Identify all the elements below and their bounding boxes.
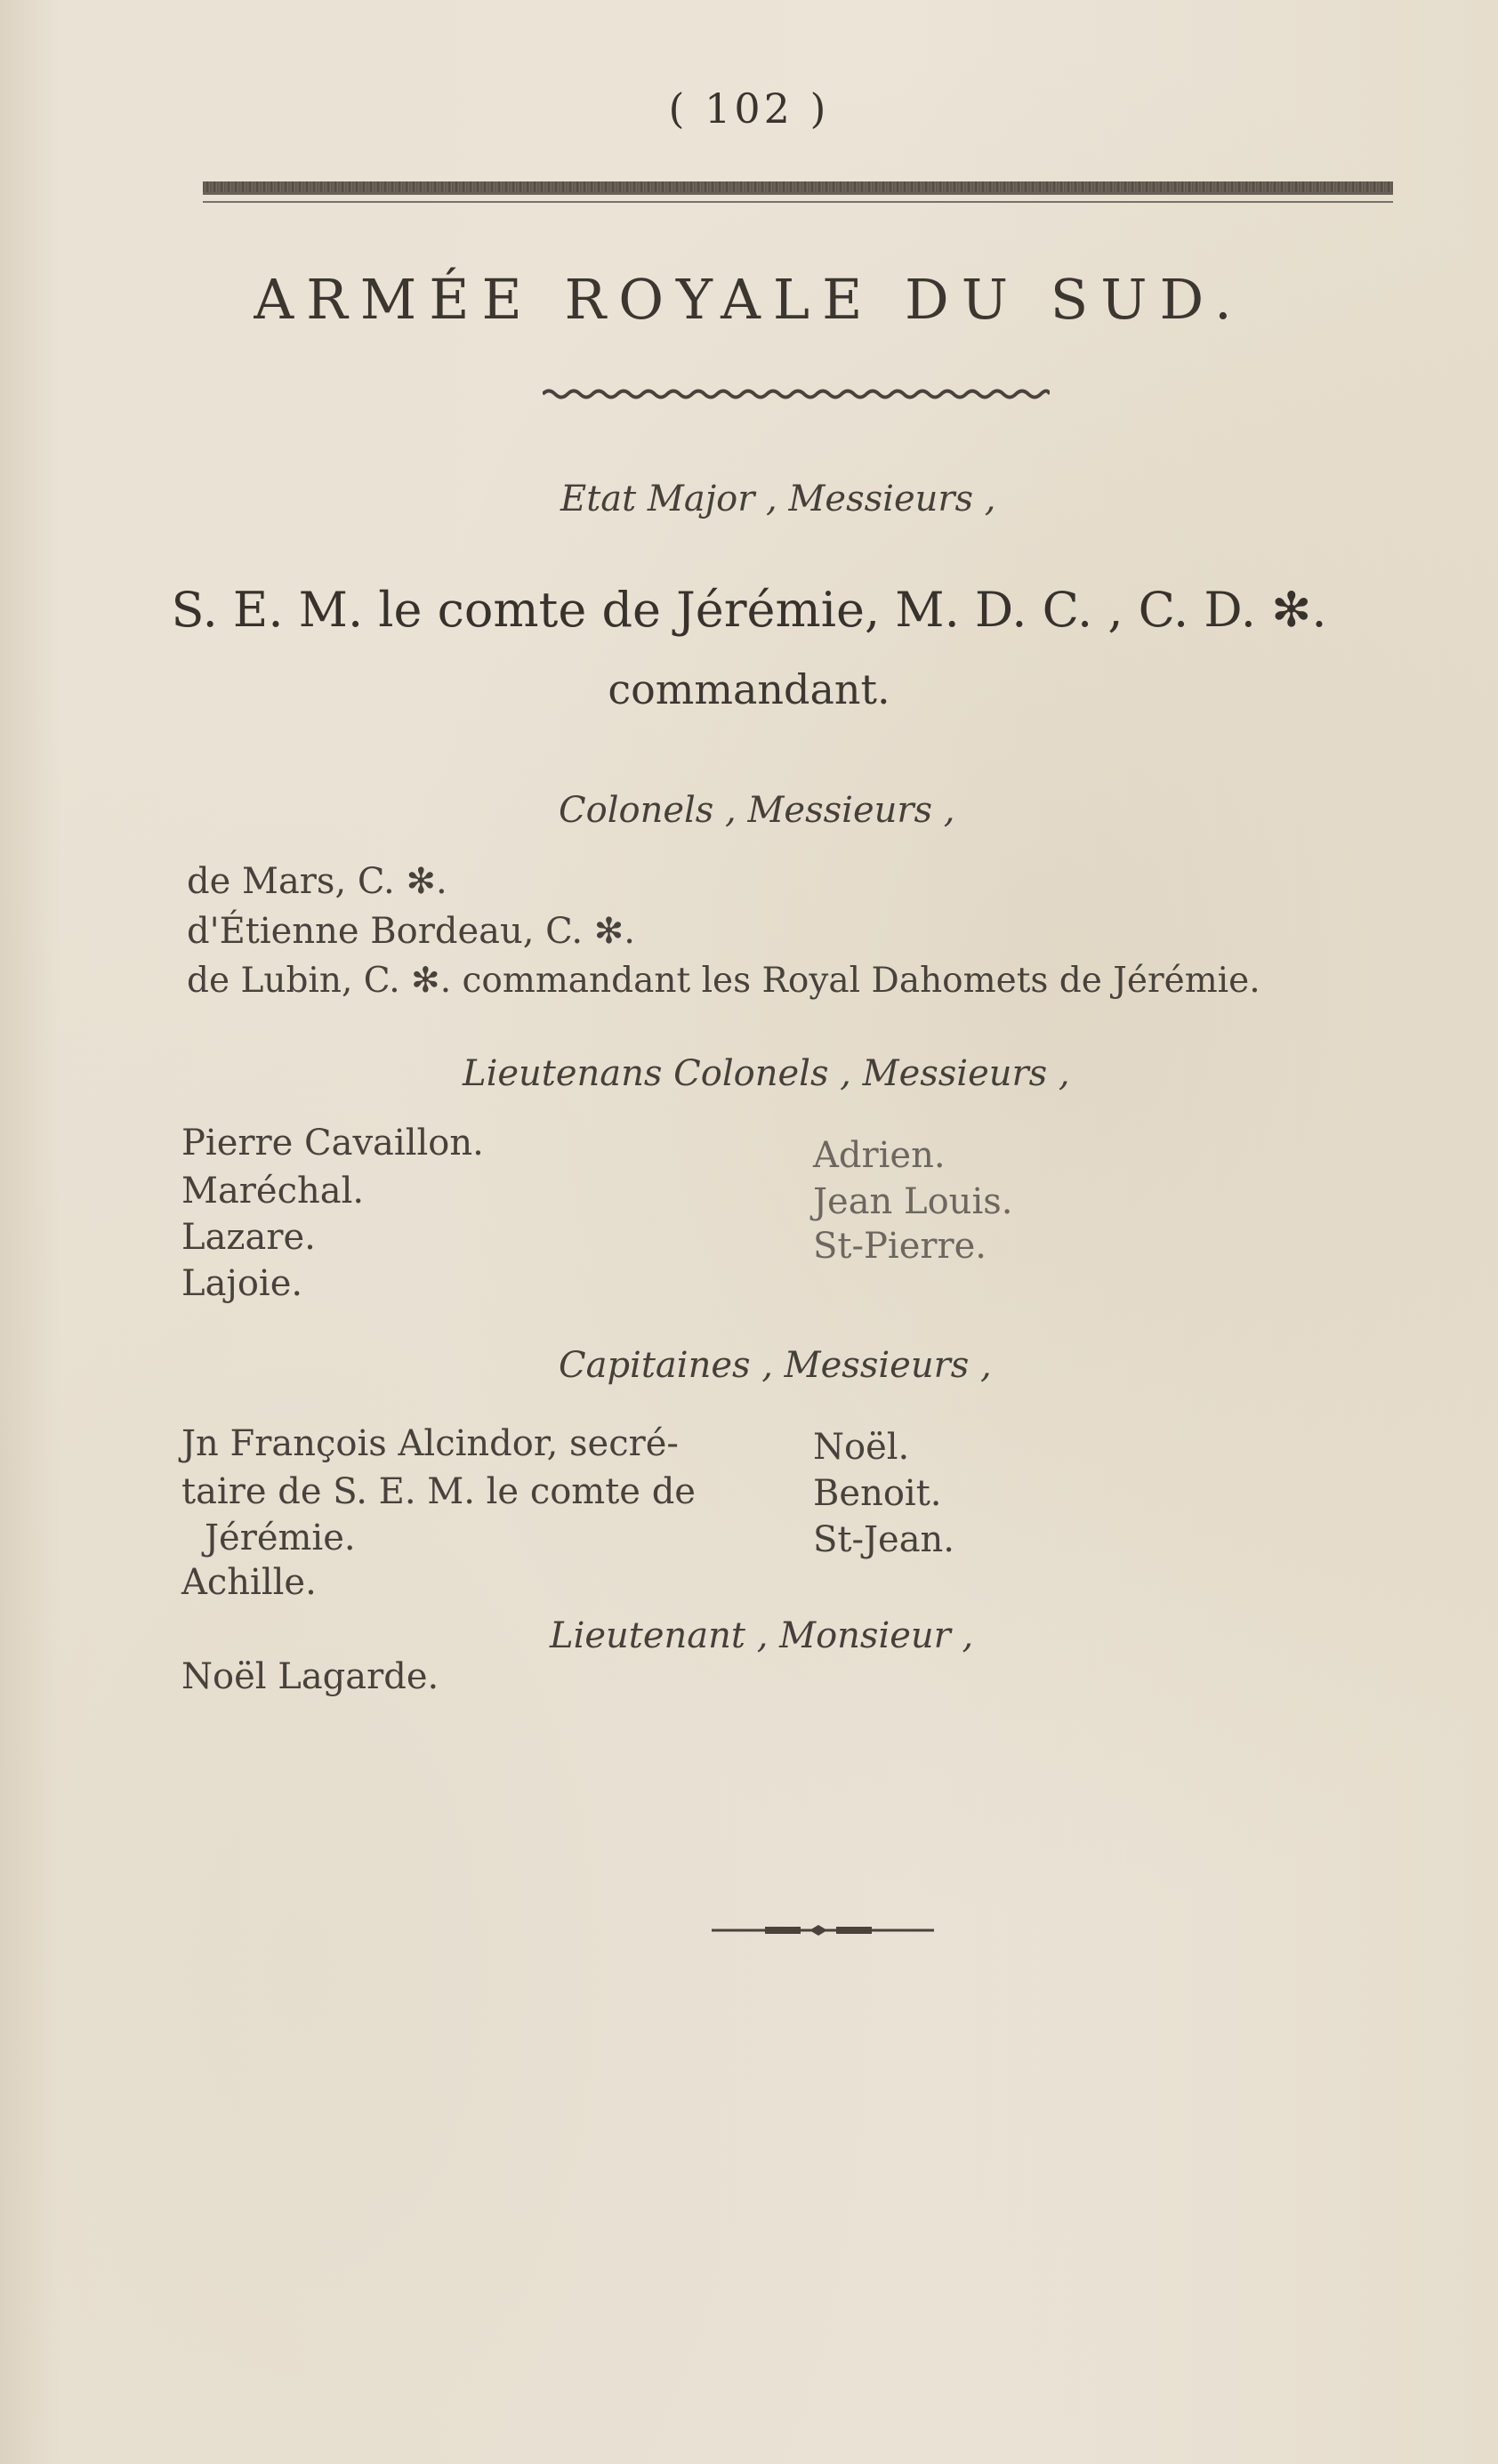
colonel-entry: de Mars, C. ✻. (187, 861, 447, 902)
commander-line: S. E. M. le comte de Jérémie, M. D. C. , C. D. ✻. (171, 582, 1327, 638)
capitaine-left: Jn François Alcindor, secré- (181, 1423, 679, 1464)
capitaine-left: Achille. (181, 1562, 317, 1603)
capitaine-left: Jérémie. (205, 1518, 356, 1558)
colonels-heading: Colonels , Messieurs , (559, 790, 955, 831)
lieutenant-entry: Noël Lagarde. (181, 1656, 439, 1697)
page-title: ARMÉE ROYALE DU SUD. (254, 267, 1244, 332)
lt-colonel-right: St-Pierre. (813, 1226, 987, 1267)
lt-colonel-left: Lazare. (181, 1217, 316, 1258)
commander-role: commandant. (608, 665, 890, 713)
capitaine-right: Noël. (813, 1427, 910, 1468)
lt-colonel-left: Maréchal. (181, 1171, 365, 1212)
wavy-divider (543, 388, 1050, 400)
lt-colonel-left: Lajoie. (181, 1263, 303, 1304)
capitaines-heading: Capitaines , Messieurs , (559, 1345, 992, 1386)
lieutenant-heading: Lieutenant , Monsieur , (550, 1615, 974, 1656)
capitaine-right: Benoit. (813, 1473, 942, 1514)
page-number: ( 102 ) (668, 85, 830, 133)
end-ornament-icon (712, 1925, 934, 1936)
colonel-entry: d'Étienne Bordeau, C. ✻. (187, 911, 636, 952)
colonel-entry: de Lubin, C. ✻. commandant les Royal Dahomets de Jérémie. (187, 961, 1260, 1001)
capitaine-left: taire de S. E. M. le comte de (181, 1471, 696, 1512)
lt-colonel-left: Pierre Cavaillon. (181, 1123, 484, 1164)
printer-rule-thin (203, 201, 1393, 203)
lieutenant-colonels-heading: Lieutenans Colonels , Messieurs , (463, 1053, 1070, 1094)
lt-colonel-right: Adrien. (813, 1135, 946, 1176)
etat-major-heading: Etat Major , Messieurs , (560, 479, 996, 519)
capitaine-right: St-Jean. (813, 1519, 955, 1560)
printer-rule-thick (203, 181, 1393, 195)
lt-colonel-right: Jean Louis. (813, 1181, 1013, 1222)
